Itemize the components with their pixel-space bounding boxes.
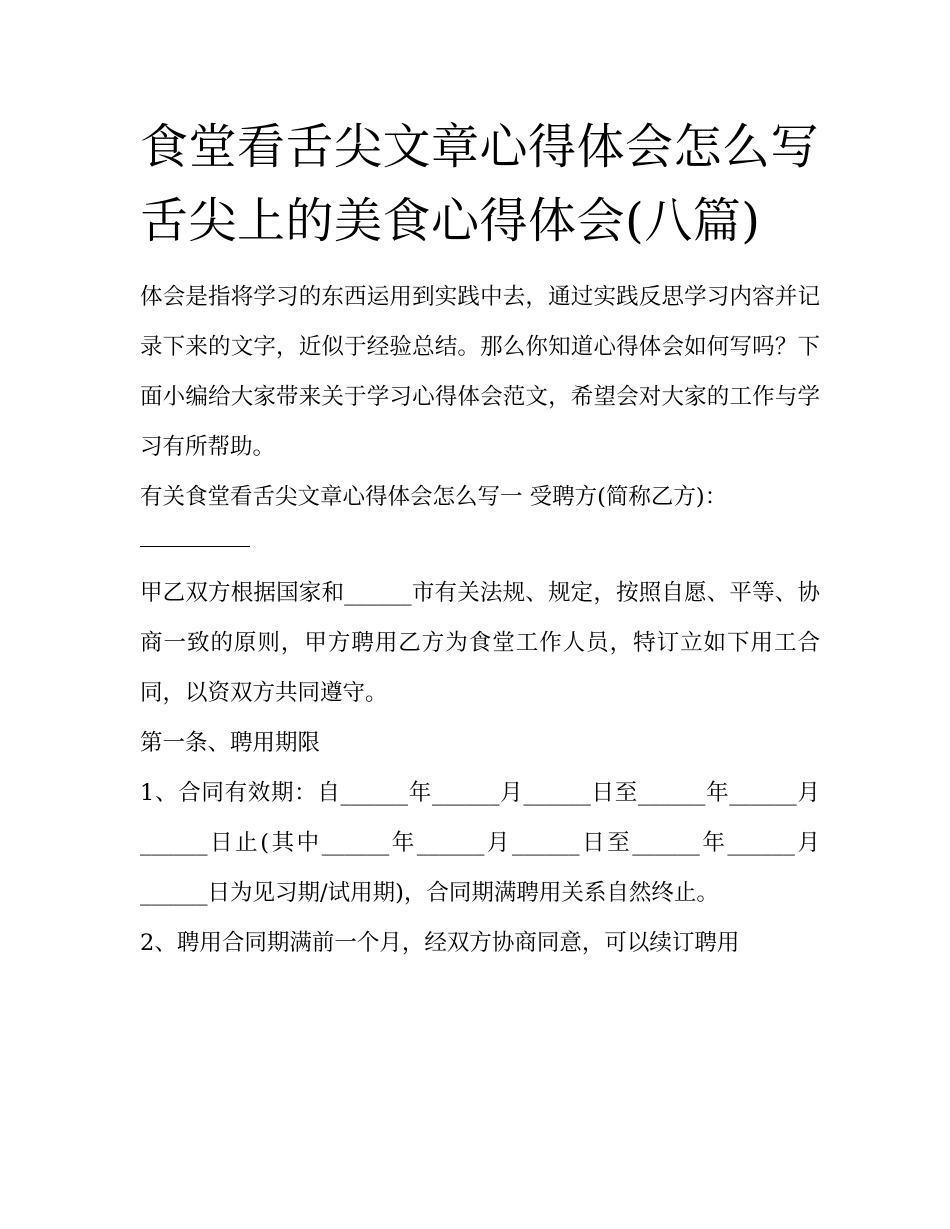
blank-underline bbox=[140, 546, 250, 547]
article-one-heading: 第一条、聘用期限 bbox=[140, 730, 321, 756]
signature-blank-line bbox=[140, 522, 820, 568]
document-title: 食堂看舌尖文章心得体会怎么写 舌尖上的美食心得体会(八篇) bbox=[140, 119, 820, 249]
section-heading: 有关食堂看舌尖文章心得体会怎么写一 受聘方(简称乙方)： bbox=[140, 484, 728, 510]
intro-paragraph: 体会是指将学习的东西运用到实践中去，通过实践反思学习内容并记录下来的文字，近似于经验总结。那么你知道心得体会如何写吗？下面小编给大家带来关于学习心得体会范文，希望会对大家的工作与学习有所帮助。 bbox=[140, 284, 820, 460]
contract-preamble: 甲乙双方根据国家和______市有关法规、规定，按照自愿、平等、协商一致的原则，甲方聘用乙方为食堂工作人员，特订立如下用工合同，以资双方共同遵守。 bbox=[140, 580, 820, 706]
clause-2-renewal: 2、聘用合同期满前一个月，经双方协商同意，可以续订聘用 bbox=[140, 930, 740, 956]
clause-1-term: 1、合同有效期：自______年______月______日至______年______月______日止(其中______年______月______日至______年______月______日为见习期/试用期)，合同期满聘用关系自然终止。 bbox=[140, 780, 820, 906]
document-body bbox=[140, 110, 820, 968]
